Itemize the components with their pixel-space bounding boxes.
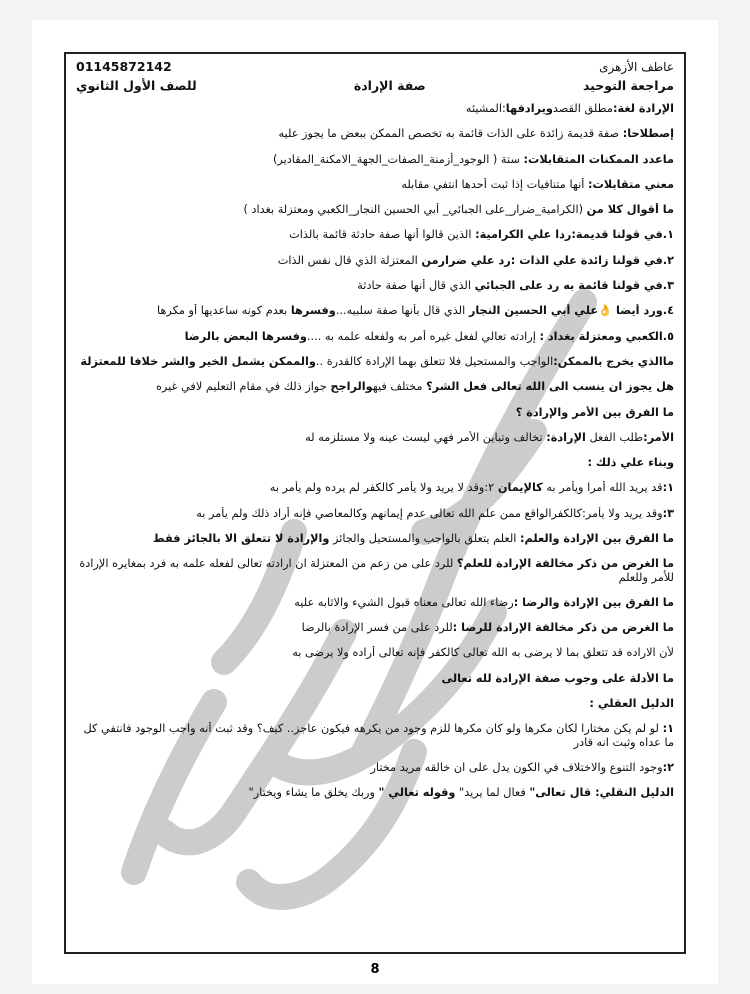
line-label: وفسرها البعض بالرضا (184, 329, 307, 343)
line-label: ٣.في قولنا قائمة به رد على الجبائي (474, 279, 674, 293)
text-line (76, 507, 674, 522)
line-label: معني متقابلات: (587, 177, 674, 191)
line-text: العلم يتعلق بالواجب والمستحيل والجائز (329, 532, 520, 546)
line-text: رضاء الله تعالى معناه قبول الشيء والاثابه عليه (294, 595, 514, 609)
line-label: ما الغرض من ذكر مخالفة الإرادة للرضا : (452, 621, 674, 635)
line-text: :المشيئه (465, 102, 506, 115)
subject-title: مراجعة التوحيد (582, 78, 674, 94)
line-text: لأن الاراده قد تتعلق بما لا يرضى به الله تعالى كالكفر فإنه تعالى أراده ولا يرضى به (292, 646, 674, 660)
line-label: والممكن يشمل الخير والشر خلافا للمعتزلة (80, 354, 316, 368)
line-text: وقد يريد ولا يأمر:كالكفرالواقع ممن علم الله تعالى عدم إيمانهم وكالمعاصي فإنه أراد ذلك ولم يأمر به (196, 506, 663, 520)
line-label: ويرادفها (505, 102, 553, 115)
text-line (76, 153, 674, 168)
line-label: الإرادة لغة: (612, 102, 674, 115)
line-text: مختلف فيه (372, 380, 427, 394)
line-text: الواجب والمستحيل فلا تتعلق بهما الإرادة كالقدرة .. (315, 354, 554, 368)
line-label: ٣: (662, 506, 674, 520)
line-label: ٢: (662, 760, 674, 774)
line-text: ٢:وقد لا يريد ولا يأمر كالكفر لم يرده ولم يأمر به (269, 481, 498, 495)
line-label: إصطلاحا: (622, 127, 674, 141)
line-text: ستة ( الوجود_أزمنة_الصفات_الجهة_الامكنة_المقادير) (272, 152, 524, 166)
phone-number: 01145872142 (76, 59, 172, 75)
line-text: تخالف وتباين الأمر فهي ليست عينه ولا مستلزمه له (305, 430, 547, 444)
line-label: ١: (662, 722, 674, 736)
line-text: وجود التنوع والاختلاف في الكون يدل على ان خالقه مريد مختار (370, 760, 663, 774)
line-label: الإرادة: (546, 430, 586, 444)
line-label: ما الأدلة على وجوب صفة الإرادة لله تعالى (441, 671, 674, 685)
line-text: الذي قال أنها صفة حادثة (357, 279, 475, 293)
line-label: ما أقوال كلا من (586, 203, 674, 217)
text-line (76, 672, 674, 687)
line-text: إرادته تعالي لفعل غيره أمر به ولفعله علمه به .... (306, 329, 540, 343)
line-label: الأمر: (643, 430, 674, 444)
header-title-row (76, 76, 674, 96)
text-line (76, 203, 674, 218)
line-label: والراجح (330, 380, 373, 394)
line-text: بعدم كونه ساعديها أو مكرها (157, 304, 291, 318)
line-label: ما الفرق بين الأمر والإرادة ؟ (515, 405, 674, 419)
text-line (76, 722, 674, 750)
text-line (76, 596, 674, 611)
text-line (76, 279, 674, 294)
text-line (76, 761, 674, 776)
text-line (76, 254, 674, 269)
line-label: ٥.الكعبي ومعتزلة بغداد : (539, 329, 674, 343)
line-text: للرد على من زعم من المعتزلة ان ارادته تعالى لفعله علمه به فرد بمغايره الإرادة للأمر وللعلم (79, 557, 674, 585)
text-line (76, 330, 674, 345)
header-top-row (76, 58, 674, 76)
line-label: والإرادة لا تتعلق الا بالجائز فقط (152, 532, 330, 546)
text-line (76, 646, 674, 661)
text-line (76, 621, 674, 636)
line-text: (الكرامية_ضرار_على الجبائي_ أبي الحسين النجار_الكعبي ومعتزلة بغداد ) (243, 203, 587, 217)
text-line (76, 431, 674, 446)
line-text: لو لم يكن مختارا لكان مكرها ولو كان مكرها للزم وجود من يكرهه فيكون عاجز.. كيف؟ وقد ثبت أنه واجب الوجود فانتفي كل ما عداه وثبت انه قادر (83, 722, 674, 750)
line-label: ماالذي يخرج بالممكن: (553, 354, 674, 368)
line-label: الدليل النقلي: قال تعالى" (529, 786, 674, 800)
text-line (76, 557, 674, 585)
text-line (76, 127, 674, 142)
lines-container (76, 102, 674, 801)
line-label: ١: (662, 481, 674, 495)
text-line (76, 456, 674, 471)
line-text: قد يريد الله أمرا ويأمر به (542, 481, 663, 495)
line-text: المعتزلة الذي قال نفس الذات (277, 253, 422, 267)
grade-label: للصف الأول الثانوي (76, 78, 197, 94)
text-line (76, 228, 674, 243)
text-line (76, 406, 674, 421)
line-text: طلب الفعل (585, 430, 644, 444)
text-line (76, 304, 674, 319)
line-text: وربك يخلق ما يشاء ويختار" (248, 786, 379, 800)
line-label: وفسرها (290, 304, 336, 318)
line-label: كالإيمان (497, 481, 543, 495)
line-label: ما الفرق بين الإرادة والرضا : (513, 595, 674, 609)
line-label: ما الفرق بين الإرادة والعلم: (520, 532, 674, 546)
text-line (76, 355, 674, 370)
line-label: ماعدد الممكنات المتقابلات: (523, 152, 674, 166)
line-label: ٢.في قولنا زائدة علي الذات :رد علي ضرارمن (421, 253, 674, 267)
line-text: صفة قديمة زائدة على الذات قائمة به تخصص الممكن ببعض ما يجوز عليه (278, 127, 623, 141)
line-label: ما الغرض من ذكر مخالفة الإرادة للعلم؟ (456, 557, 674, 571)
topic-title: صفة الإرادة (353, 78, 426, 94)
line-label: وقوله تعالي " (378, 786, 456, 800)
line-label: هل يجوز ان ينسب الى الله تعالى فعل الشر؟ (426, 380, 674, 394)
line-label: ٤.ورد أيضا 👌علي أبي الحسين النجار (468, 304, 674, 318)
text-line (76, 102, 674, 117)
text-line (76, 786, 674, 801)
page-number: 8 (370, 962, 380, 977)
line-label: ١.في قولنا قديمة:ردا علي الكرامية: (475, 228, 674, 242)
text-line (76, 178, 674, 193)
line-text: الذي قال بأنها صفة سلبيه... (335, 304, 469, 318)
line-text: مطلق القصد (552, 102, 613, 115)
line-text: للرد على من فسر الإرادة بالرضا (301, 621, 453, 635)
line-text: فعال لما يريد" (455, 786, 530, 800)
line-text: الذين قالوا أنها صفة حادثة قائمة بالذات (289, 228, 476, 242)
text-line (76, 532, 674, 547)
text-line (76, 481, 674, 496)
line-text: أنها متنافيات إذا ثبت أحدها انتفي مقابله (401, 177, 588, 191)
author-name: عاطف الأزهرى (599, 59, 674, 74)
text-line (76, 380, 674, 395)
line-text: جواز ذلك في مقام التعليم لافي غيره (155, 380, 331, 394)
line-label: الدليل العقلي : (589, 697, 674, 711)
line-label: وبناء علي ذلك : (587, 456, 674, 470)
document-body (76, 58, 674, 811)
text-line (76, 697, 674, 712)
